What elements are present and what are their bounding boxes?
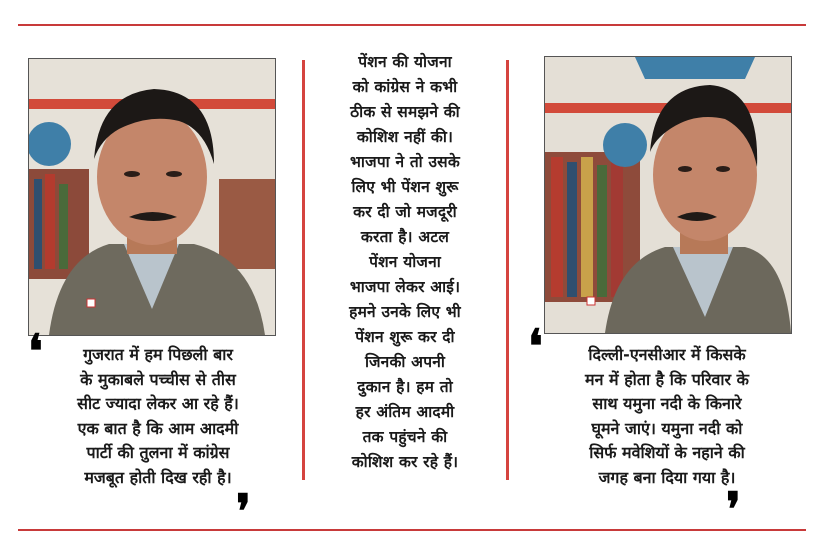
center-column-text xyxy=(314,50,496,475)
left-quote-line: के मुकाबले पच्चीस से तीस xyxy=(80,369,236,389)
left-quote-line: मजबूत होती दिख रही है। xyxy=(84,467,232,487)
center-line: दुकान है। हम तो xyxy=(357,378,453,396)
center-line: पेंशन की योजना xyxy=(358,53,452,71)
right-quote-line: दिल्ली-एनसीआर में किसके xyxy=(588,345,746,364)
top-rule xyxy=(18,24,806,26)
center-line: को कांग्रेस ने कभी xyxy=(352,78,458,96)
left-portrait-photo xyxy=(28,58,276,336)
center-line: जिनकी अपनी xyxy=(364,353,446,371)
center-line: तक पहुंचने की xyxy=(362,428,448,446)
center-line: पेंशन शुरू कर दी xyxy=(355,328,455,346)
center-right-divider xyxy=(506,60,509,480)
left-quote-text xyxy=(40,343,276,490)
right-quote-line: सिर्फ मवेशियों के नहाने की xyxy=(589,443,745,462)
center-line: करता है। अटल xyxy=(360,228,450,246)
left-quote-line: एक बात है कि आम आदमी xyxy=(77,418,239,438)
center-line: कोशिश कर रहे हैं। xyxy=(351,453,459,471)
center-line: हर अंतिम आदमी xyxy=(355,403,455,421)
right-quote-line: मन में होता है कि परिवार के xyxy=(585,369,749,389)
center-line: लिए भी पेंशन शुरू xyxy=(351,178,459,196)
right-quote-line: साथ यमुना नदी के किनारे xyxy=(592,394,742,413)
right-portrait-photo xyxy=(544,56,792,334)
center-line: पेंशन योजना xyxy=(369,253,441,271)
center-line: कोशिश नहीं की। xyxy=(356,128,454,146)
right-quote-line: घूमने जाएं। यमुना नदी को xyxy=(591,418,743,438)
right-quote-line: जगह बना दिया गया है। xyxy=(598,467,736,487)
left-quote-line: पार्टी की तुलना में कांग्रेस xyxy=(86,443,230,462)
center-line: भाजपा ने तो उसके xyxy=(350,153,460,171)
right-open-quote-mark: ❛ xyxy=(528,319,543,373)
center-line: कर दी जो मजदूरी xyxy=(353,203,457,221)
left-quote-line: सीट ज्यादा लेकर आ रहे हैं। xyxy=(77,394,239,413)
left-close-quote-mark: ❜ xyxy=(236,484,251,538)
center-line: हमने उनके लिए भी xyxy=(349,303,461,321)
center-line: ठीक से समझने की xyxy=(350,103,460,121)
left-quote-line: गुजरात में हम पिछली बार xyxy=(83,345,233,364)
right-quote-text xyxy=(542,343,792,490)
bottom-rule xyxy=(18,529,806,531)
center-line: भाजपा लेकर आई। xyxy=(349,278,461,296)
right-close-quote-mark: ❜ xyxy=(726,482,741,536)
center-left-divider xyxy=(302,60,305,480)
left-open-quote-mark: ❛ xyxy=(28,324,43,378)
